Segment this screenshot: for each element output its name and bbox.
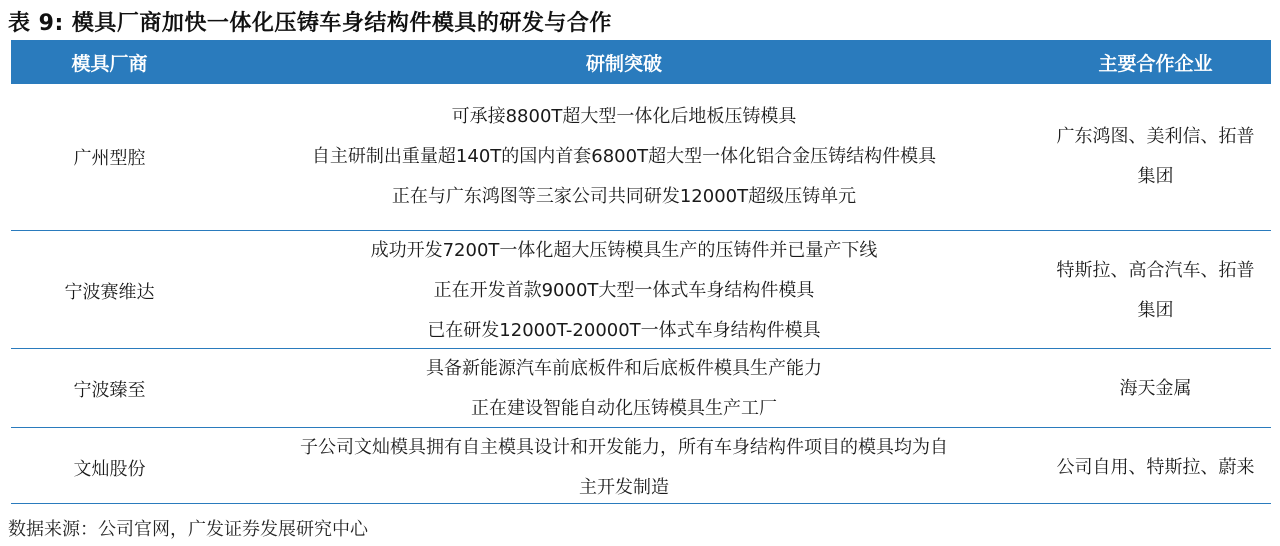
breakthrough-line: 成功开发7200T一体化超大压铸模具生产的压铸件并已量产下线	[370, 240, 878, 261]
partners-cell	[1040, 251, 1271, 331]
partners-line: 广东鸿图、美利信、拓普	[1056, 126, 1255, 147]
table-row	[11, 348, 1271, 427]
maker-cell: 宁波赛维达	[64, 282, 155, 303]
breakthrough-cell	[208, 231, 1040, 351]
breakthrough-cell	[208, 97, 1040, 217]
breakthrough-cell	[208, 428, 1040, 508]
breakthrough-line: 已在研发12000T-20000T一体式车身结构件模具	[427, 320, 821, 341]
breakthrough-line: 主开发制造	[579, 477, 669, 498]
table-title: 表 9: 模具厂商加快一体化压铸车身结构件模具的研发与合作	[8, 11, 612, 36]
breakthrough-line: 正在与广东鸿图等三家公司共同研发12000T超级压铸单元	[391, 186, 857, 207]
maker-cell: 广州型腔	[73, 148, 146, 169]
partners-cell	[1040, 369, 1271, 409]
table-bottom-rule	[11, 503, 1271, 504]
partners-line: 特斯拉、高合汽车、拓普	[1056, 260, 1255, 281]
partners-line: 集团	[1137, 166, 1174, 187]
header-breakthrough: 研制突破	[585, 52, 662, 75]
header-maker: 模具厂商	[71, 52, 148, 75]
table-row	[11, 84, 1271, 230]
maker-cell: 宁波臻至	[73, 380, 146, 401]
header-partners: 主要合作企业	[1098, 52, 1213, 75]
partners-line: 海天金属	[1119, 378, 1192, 399]
table-row	[11, 230, 1271, 348]
breakthrough-line: 正在建设智能自动化压铸模具生产工厂	[471, 398, 777, 419]
partners-cell	[1040, 448, 1271, 488]
breakthrough-line: 子公司文灿模具拥有自主模具设计和开发能力，所有车身结构件项目的模具均为自	[300, 437, 948, 458]
partners-cell	[1040, 117, 1271, 197]
maker-cell: 文灿股份	[73, 459, 146, 480]
breakthrough-line: 具备新能源汽车前底板件和后底板件模具生产能力	[426, 358, 822, 379]
partners-line: 集团	[1137, 300, 1174, 321]
data-table	[11, 40, 1271, 506]
breakthrough-cell	[208, 349, 1040, 429]
breakthrough-line: 正在开发首款9000T大型一体式车身结构件模具	[433, 280, 815, 301]
source-note: 数据来源：公司官网，广发证券发展研究中心	[8, 519, 368, 540]
table-header	[11, 40, 1271, 84]
breakthrough-line: 可承接8800T超大型一体化后地板压铸模具	[451, 106, 797, 127]
table-row	[11, 427, 1271, 506]
breakthrough-line: 自主研制出重量超140T的国内首套6800T超大型一体化铝合金压铸结构件模具	[311, 146, 937, 167]
partners-line: 公司自用、特斯拉、蔚来	[1056, 457, 1255, 478]
